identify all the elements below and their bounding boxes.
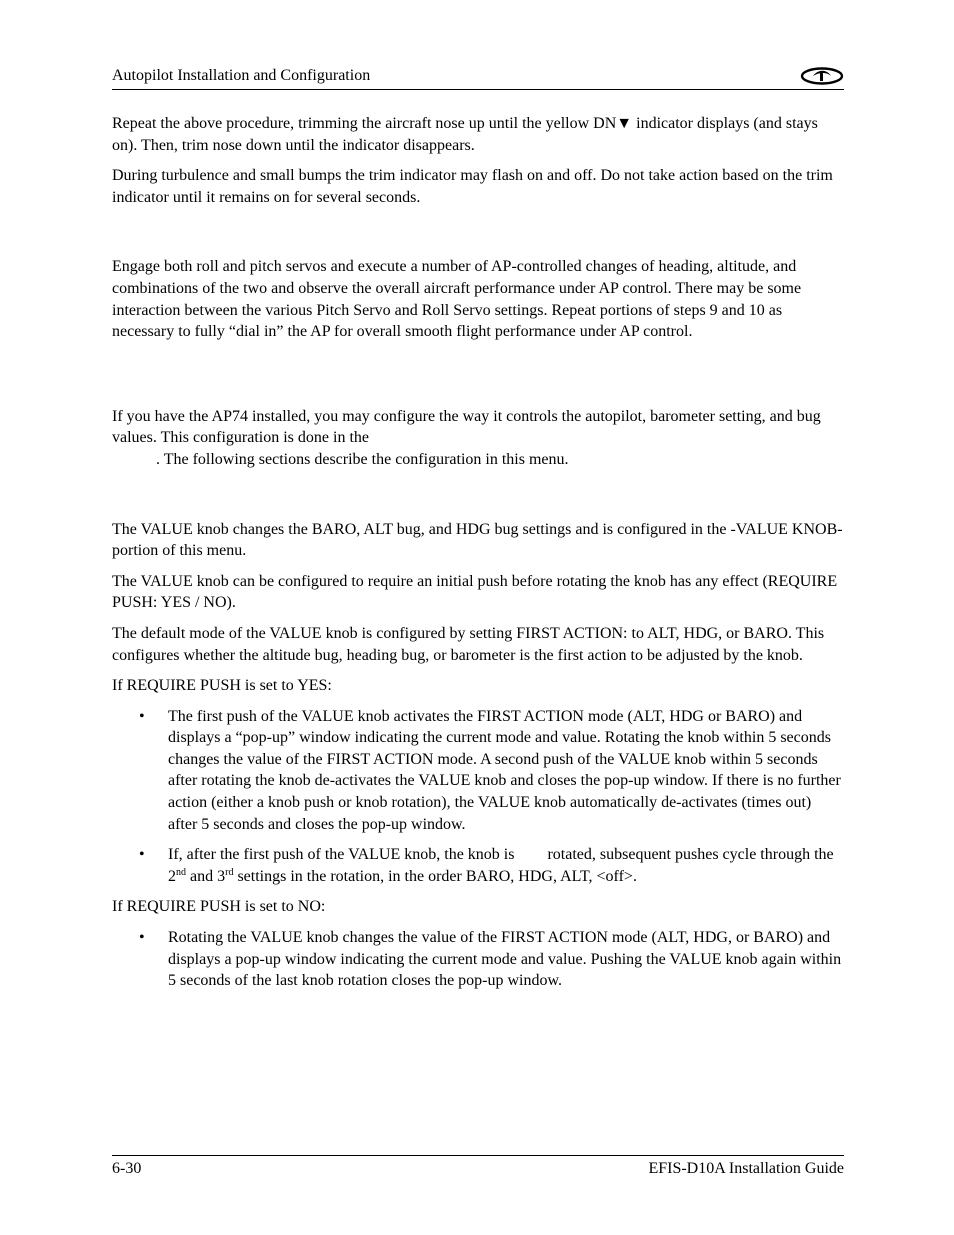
bullet-icon: • xyxy=(139,846,145,864)
bullet-list-no xyxy=(112,927,844,992)
bullet-text-part: rotated, subsequent pushes cycle through the 2 xyxy=(168,846,834,885)
footer-rule xyxy=(112,1155,844,1156)
bullet-text: The first push of the VALUE knob activates the FIRST ACTION mode (ALT, HDG or BARO) and displays a “pop-up” window indicating the current mode and value. Rotating the knob within 5 seconds changes the value of the FIRST ACTION mode. A second push of the VALUE knob within 5 seconds after rotating the knob de-activates the VALUE knob and closes the pop-up window. If there is no further action (either a knob push or knob rotation), the VALUE knob automatically de-activates (times out) after 5 seconds and closes the pop-up window. xyxy=(168,707,841,833)
list-item xyxy=(112,844,844,887)
list-item xyxy=(112,927,844,992)
header-rule xyxy=(112,89,844,90)
ap74-text-end: . The following sections describe the configuration in this menu. xyxy=(156,450,569,468)
bullet-text-part: and 3 xyxy=(186,867,226,885)
page-header xyxy=(112,66,844,90)
paragraph-ap74-config xyxy=(112,406,844,471)
paragraph-engage-servos: Engage both roll and pitch servos and execute a number of AP-controlled changes of heading, altitude, and combinations of the two and observe the overall aircraft performance under AP control. There may be some interaction between the various Pitch Servo and Roll Servo settings. Repeat portions of steps 9 and 10 as necessary to fully “dial in” the AP for overall smooth flight performance under AP control. xyxy=(112,258,802,341)
bullet-text: Rotating the VALUE knob changes the value of the FIRST ACTION mode (ALT, HDG, or BARO) and displays a pop-up window indicating the current mode and value. Pushing the VALUE knob again within 5 seconds of the last knob rotation closes the pop-up window. xyxy=(168,929,842,990)
dynon-logo-icon xyxy=(800,67,844,85)
paragraph-require-push: The VALUE knob can be configured to require an initial push before rotating the knob has any effect (REQUIRE PUSH: YES / NO). xyxy=(112,572,838,612)
ordinal-suffix: nd xyxy=(176,866,186,878)
paragraph-first-action: The default mode of the VALUE knob is configured by setting FIRST ACTION: to ALT, HDG, or BARO. This configures whether the altitude bug, heading bug, or barometer is the first action to be adjusted by the knob. xyxy=(112,624,825,664)
ap74-text-start: If you have the AP74 installed, you may configure the way it controls the autopilot, barometer setting, and bug values. This configuration is done in the xyxy=(112,407,821,447)
bullet-list-yes xyxy=(112,706,844,888)
bullet-icon: • xyxy=(139,707,145,725)
guide-title: EFIS-D10A Installation Guide xyxy=(648,1160,844,1177)
page-footer xyxy=(112,1159,844,1181)
bullet-icon: • xyxy=(139,929,145,947)
paragraph-trim-procedure: Repeat the above procedure, trimming the aircraft nose up until the yellow DN▼ indicator displays (and stays on). Then, trim nose down until the indicator disappears. xyxy=(112,115,818,154)
bullet-text-part: If, after the first push of the VALUE knob, the knob is xyxy=(168,846,515,864)
page-body xyxy=(112,113,844,1001)
paragraph-turbulence: During turbulence and small bumps the trim indicator may flash on and off. Do not take action based on the trim indicator until it remains on for several seconds. xyxy=(112,167,833,206)
page-number: 6-30 xyxy=(112,1160,142,1177)
paragraph-value-knob: The VALUE knob changes the BARO, ALT bug, and HDG bug settings and is configured in the -VALUE KNOB- portion of this menu. xyxy=(112,520,843,560)
bullet-text-part: settings in the rotation, in the order BARO, HDG, ALT, <off>. xyxy=(233,867,637,885)
paragraph-require-push-no: If REQUIRE PUSH is set to NO: xyxy=(112,898,326,916)
list-item xyxy=(112,706,844,836)
ordinal-suffix: rd xyxy=(225,866,234,878)
header-title: Autopilot Installation and Configuration xyxy=(112,67,371,84)
paragraph-require-push-yes: If REQUIRE PUSH is set to YES: xyxy=(112,677,332,695)
